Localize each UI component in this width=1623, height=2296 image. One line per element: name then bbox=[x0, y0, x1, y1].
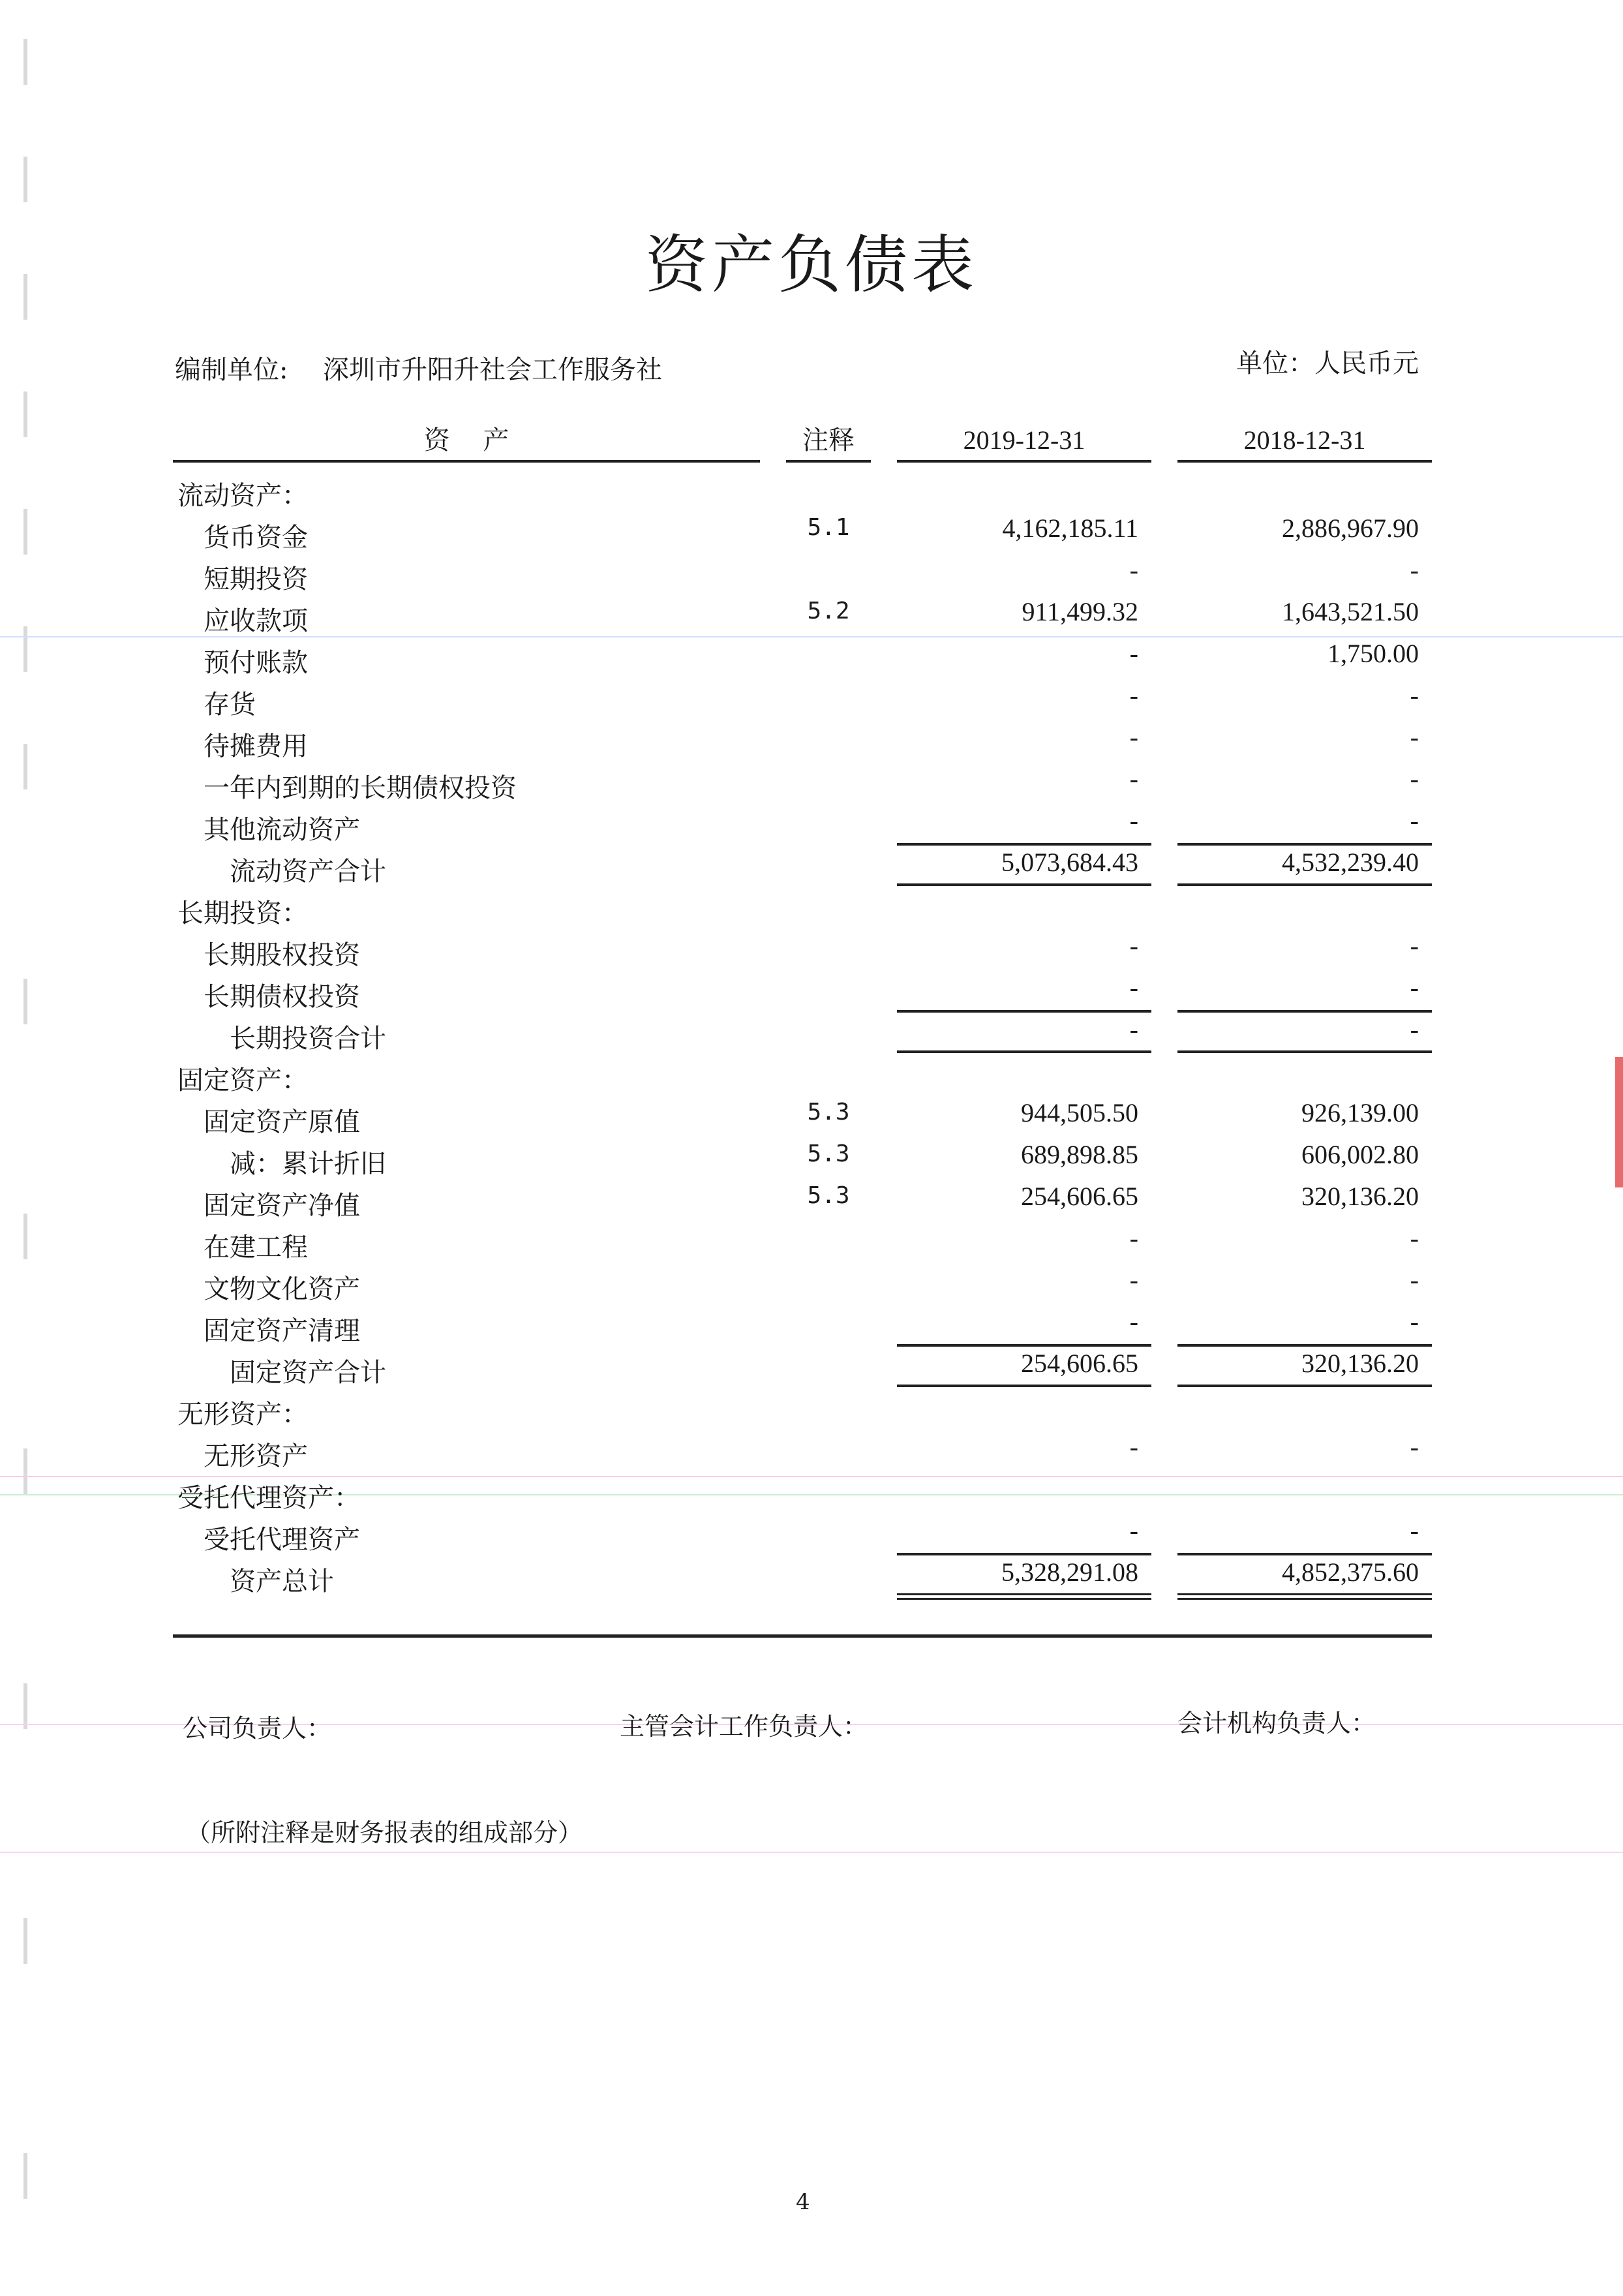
value-2018: - bbox=[1410, 1516, 1419, 1545]
value-2018: - bbox=[1410, 973, 1419, 1002]
note-reference: 5.1 bbox=[807, 514, 850, 541]
value-2019: 689,898.85 bbox=[1021, 1140, 1138, 1169]
line-item-label: 无形资产 bbox=[204, 1441, 308, 1471]
value-2019: - bbox=[1129, 1307, 1138, 1336]
header-rule bbox=[1177, 460, 1432, 463]
line-item-label: 长期股权投资 bbox=[204, 940, 360, 970]
value-2019: - bbox=[1129, 973, 1138, 1002]
column-header-2019: 2019-12-31 bbox=[963, 425, 1085, 455]
scan-margin-mark bbox=[23, 744, 27, 789]
table-closing-rule bbox=[173, 1634, 1432, 1638]
value-2018: 4,532,239.40 bbox=[1282, 848, 1419, 877]
sum-rule-above bbox=[1177, 1344, 1432, 1347]
value-2019: - bbox=[1129, 806, 1138, 835]
double-rule-below bbox=[1177, 1593, 1432, 1600]
value-2018: - bbox=[1410, 764, 1419, 793]
line-item-label: 待摊费用 bbox=[204, 731, 308, 761]
scan-margin-mark bbox=[23, 1918, 27, 1964]
subtotal-label: 固定资产合计 bbox=[230, 1358, 386, 1388]
value-2019: - bbox=[1129, 764, 1138, 793]
value-2018: 320,136.20 bbox=[1301, 1349, 1419, 1378]
sum-rule-below bbox=[897, 1385, 1151, 1387]
note-reference: 5.3 bbox=[807, 1182, 850, 1209]
scan-margin-mark bbox=[23, 1448, 27, 1494]
value-2019: - bbox=[1129, 681, 1138, 710]
line-item-label: 文物文化资产 bbox=[204, 1274, 360, 1304]
value-2018: - bbox=[1410, 722, 1419, 752]
value-2019: - bbox=[1129, 1432, 1138, 1462]
compiler-value: 深圳市升阳升社会工作服务社 bbox=[323, 355, 662, 385]
value-2019: 944,505.50 bbox=[1021, 1098, 1138, 1127]
value-2019: - bbox=[1129, 1265, 1138, 1294]
value-2019: 4,162,185.11 bbox=[1002, 513, 1138, 543]
value-2018: 320,136.20 bbox=[1301, 1182, 1419, 1211]
double-rule-below bbox=[897, 1593, 1151, 1600]
accounting-head-signature: 主管会计工作负责人： bbox=[620, 1712, 868, 1741]
line-item-label: 应收款项 bbox=[204, 606, 308, 636]
subtotal-label: 长期投资合计 bbox=[230, 1024, 386, 1054]
sum-rule-above bbox=[1177, 1010, 1432, 1013]
value-2018: - bbox=[1410, 931, 1419, 960]
scan-margin-mark bbox=[23, 391, 27, 437]
sum-rule-above bbox=[897, 1010, 1151, 1013]
value-2018: - bbox=[1410, 681, 1419, 710]
line-item-label: 在建工程 bbox=[204, 1232, 308, 1263]
section-heading: 流动资产： bbox=[177, 481, 308, 511]
line-item-label: 固定资产清理 bbox=[204, 1316, 360, 1346]
sum-rule-above bbox=[897, 1553, 1151, 1555]
value-2019: 254,606.65 bbox=[1021, 1182, 1138, 1211]
value-2019: 254,606.65 bbox=[1021, 1349, 1138, 1378]
value-2018: - bbox=[1410, 555, 1419, 585]
value-2019: - bbox=[1129, 555, 1138, 585]
value-2018: - bbox=[1410, 1015, 1419, 1044]
value-2019: - bbox=[1129, 1015, 1138, 1044]
value-2019: - bbox=[1129, 639, 1138, 668]
sum-rule-below bbox=[1177, 1050, 1432, 1053]
sum-rule-above bbox=[1177, 1553, 1432, 1555]
section-heading: 固定资产： bbox=[177, 1065, 308, 1095]
header-rule bbox=[897, 460, 1151, 463]
section-heading: 长期投资： bbox=[177, 898, 308, 928]
sum-rule-above bbox=[1177, 843, 1432, 846]
value-2019: - bbox=[1129, 722, 1138, 752]
scan-margin-mark bbox=[23, 2153, 27, 2199]
section-heading: 受托代理资产： bbox=[177, 1483, 360, 1513]
value-2018: 926,139.00 bbox=[1301, 1098, 1419, 1127]
value-2018: 1,643,521.50 bbox=[1282, 597, 1419, 626]
scan-margin-mark bbox=[23, 1683, 27, 1729]
value-2018: - bbox=[1410, 806, 1419, 835]
line-item-label: 长期债权投资 bbox=[204, 982, 360, 1012]
sum-rule-below bbox=[897, 1050, 1151, 1053]
line-item-label: 一年内到期的长期债权投资 bbox=[204, 773, 517, 803]
grand-total-label: 资产总计 bbox=[230, 1567, 334, 1597]
line-item-label: 短期投资 bbox=[204, 564, 308, 594]
line-item-label: 预付账款 bbox=[204, 648, 308, 678]
sum-rule-below bbox=[897, 883, 1151, 886]
compiler-label: 编制单位: bbox=[175, 355, 288, 385]
scan-margin-mark bbox=[23, 979, 27, 1024]
footnote: （所附注释是财务报表的组成部分） bbox=[186, 1818, 583, 1847]
value-2018: - bbox=[1410, 1223, 1419, 1253]
document-title: 资产负债表 bbox=[645, 228, 978, 301]
subtotal-label: 流动资产合计 bbox=[230, 857, 386, 887]
value-2018: 4,852,375.60 bbox=[1282, 1557, 1419, 1587]
value-2018: 1,750.00 bbox=[1327, 639, 1419, 668]
value-2019: 5,328,291.08 bbox=[1001, 1557, 1138, 1587]
column-header-note: 注释 bbox=[802, 425, 855, 455]
column-header-item: 资 产 bbox=[423, 425, 509, 455]
line-item-label: 货币资金 bbox=[204, 523, 308, 553]
scan-streak bbox=[0, 1852, 1623, 1853]
company-head-signature: 公司负责人： bbox=[183, 1714, 332, 1743]
line-item-label: 固定资产原值 bbox=[204, 1107, 360, 1137]
note-reference: 5.2 bbox=[807, 598, 850, 624]
accounting-org-head-signature: 会计机构负责人： bbox=[1177, 1709, 1376, 1737]
sum-rule-below bbox=[1177, 883, 1432, 886]
line-item-label: 减：累计折旧 bbox=[230, 1149, 386, 1179]
section-heading: 无形资产： bbox=[177, 1400, 308, 1430]
sum-rule-above bbox=[897, 843, 1151, 846]
scan-margin-mark bbox=[23, 509, 27, 555]
line-item-label: 其他流动资产 bbox=[204, 815, 360, 845]
scan-margin-mark bbox=[23, 39, 27, 85]
line-item-label: 受托代理资产 bbox=[204, 1525, 360, 1555]
value-2018: 606,002.80 bbox=[1301, 1140, 1419, 1169]
currency-unit: 单位：人民币元 bbox=[1236, 348, 1419, 378]
value-2018: - bbox=[1410, 1307, 1419, 1336]
line-item-label: 固定资产净值 bbox=[204, 1191, 360, 1221]
line-item-label: 存货 bbox=[204, 690, 256, 720]
header-rule bbox=[173, 460, 760, 463]
scan-margin-mark bbox=[23, 1214, 27, 1259]
value-2019: - bbox=[1129, 931, 1138, 960]
scan-margin-mark bbox=[23, 626, 27, 672]
value-2019: 5,073,684.43 bbox=[1001, 848, 1138, 877]
value-2018: - bbox=[1410, 1265, 1419, 1294]
scan-margin-mark bbox=[23, 157, 27, 202]
value-2018: 2,886,967.90 bbox=[1282, 513, 1419, 543]
red-edge-mark bbox=[1615, 1057, 1623, 1187]
note-reference: 5.3 bbox=[807, 1099, 850, 1125]
column-header-2018: 2018-12-31 bbox=[1243, 425, 1366, 455]
page-number: 4 bbox=[796, 2189, 810, 2215]
value-2019: 911,499.32 bbox=[1022, 597, 1138, 626]
value-2018: - bbox=[1410, 1432, 1419, 1462]
header-rule bbox=[786, 460, 871, 463]
note-reference: 5.3 bbox=[807, 1140, 850, 1167]
value-2019: - bbox=[1129, 1223, 1138, 1253]
sum-rule-above bbox=[897, 1344, 1151, 1347]
sum-rule-below bbox=[1177, 1385, 1432, 1387]
value-2019: - bbox=[1129, 1516, 1138, 1545]
